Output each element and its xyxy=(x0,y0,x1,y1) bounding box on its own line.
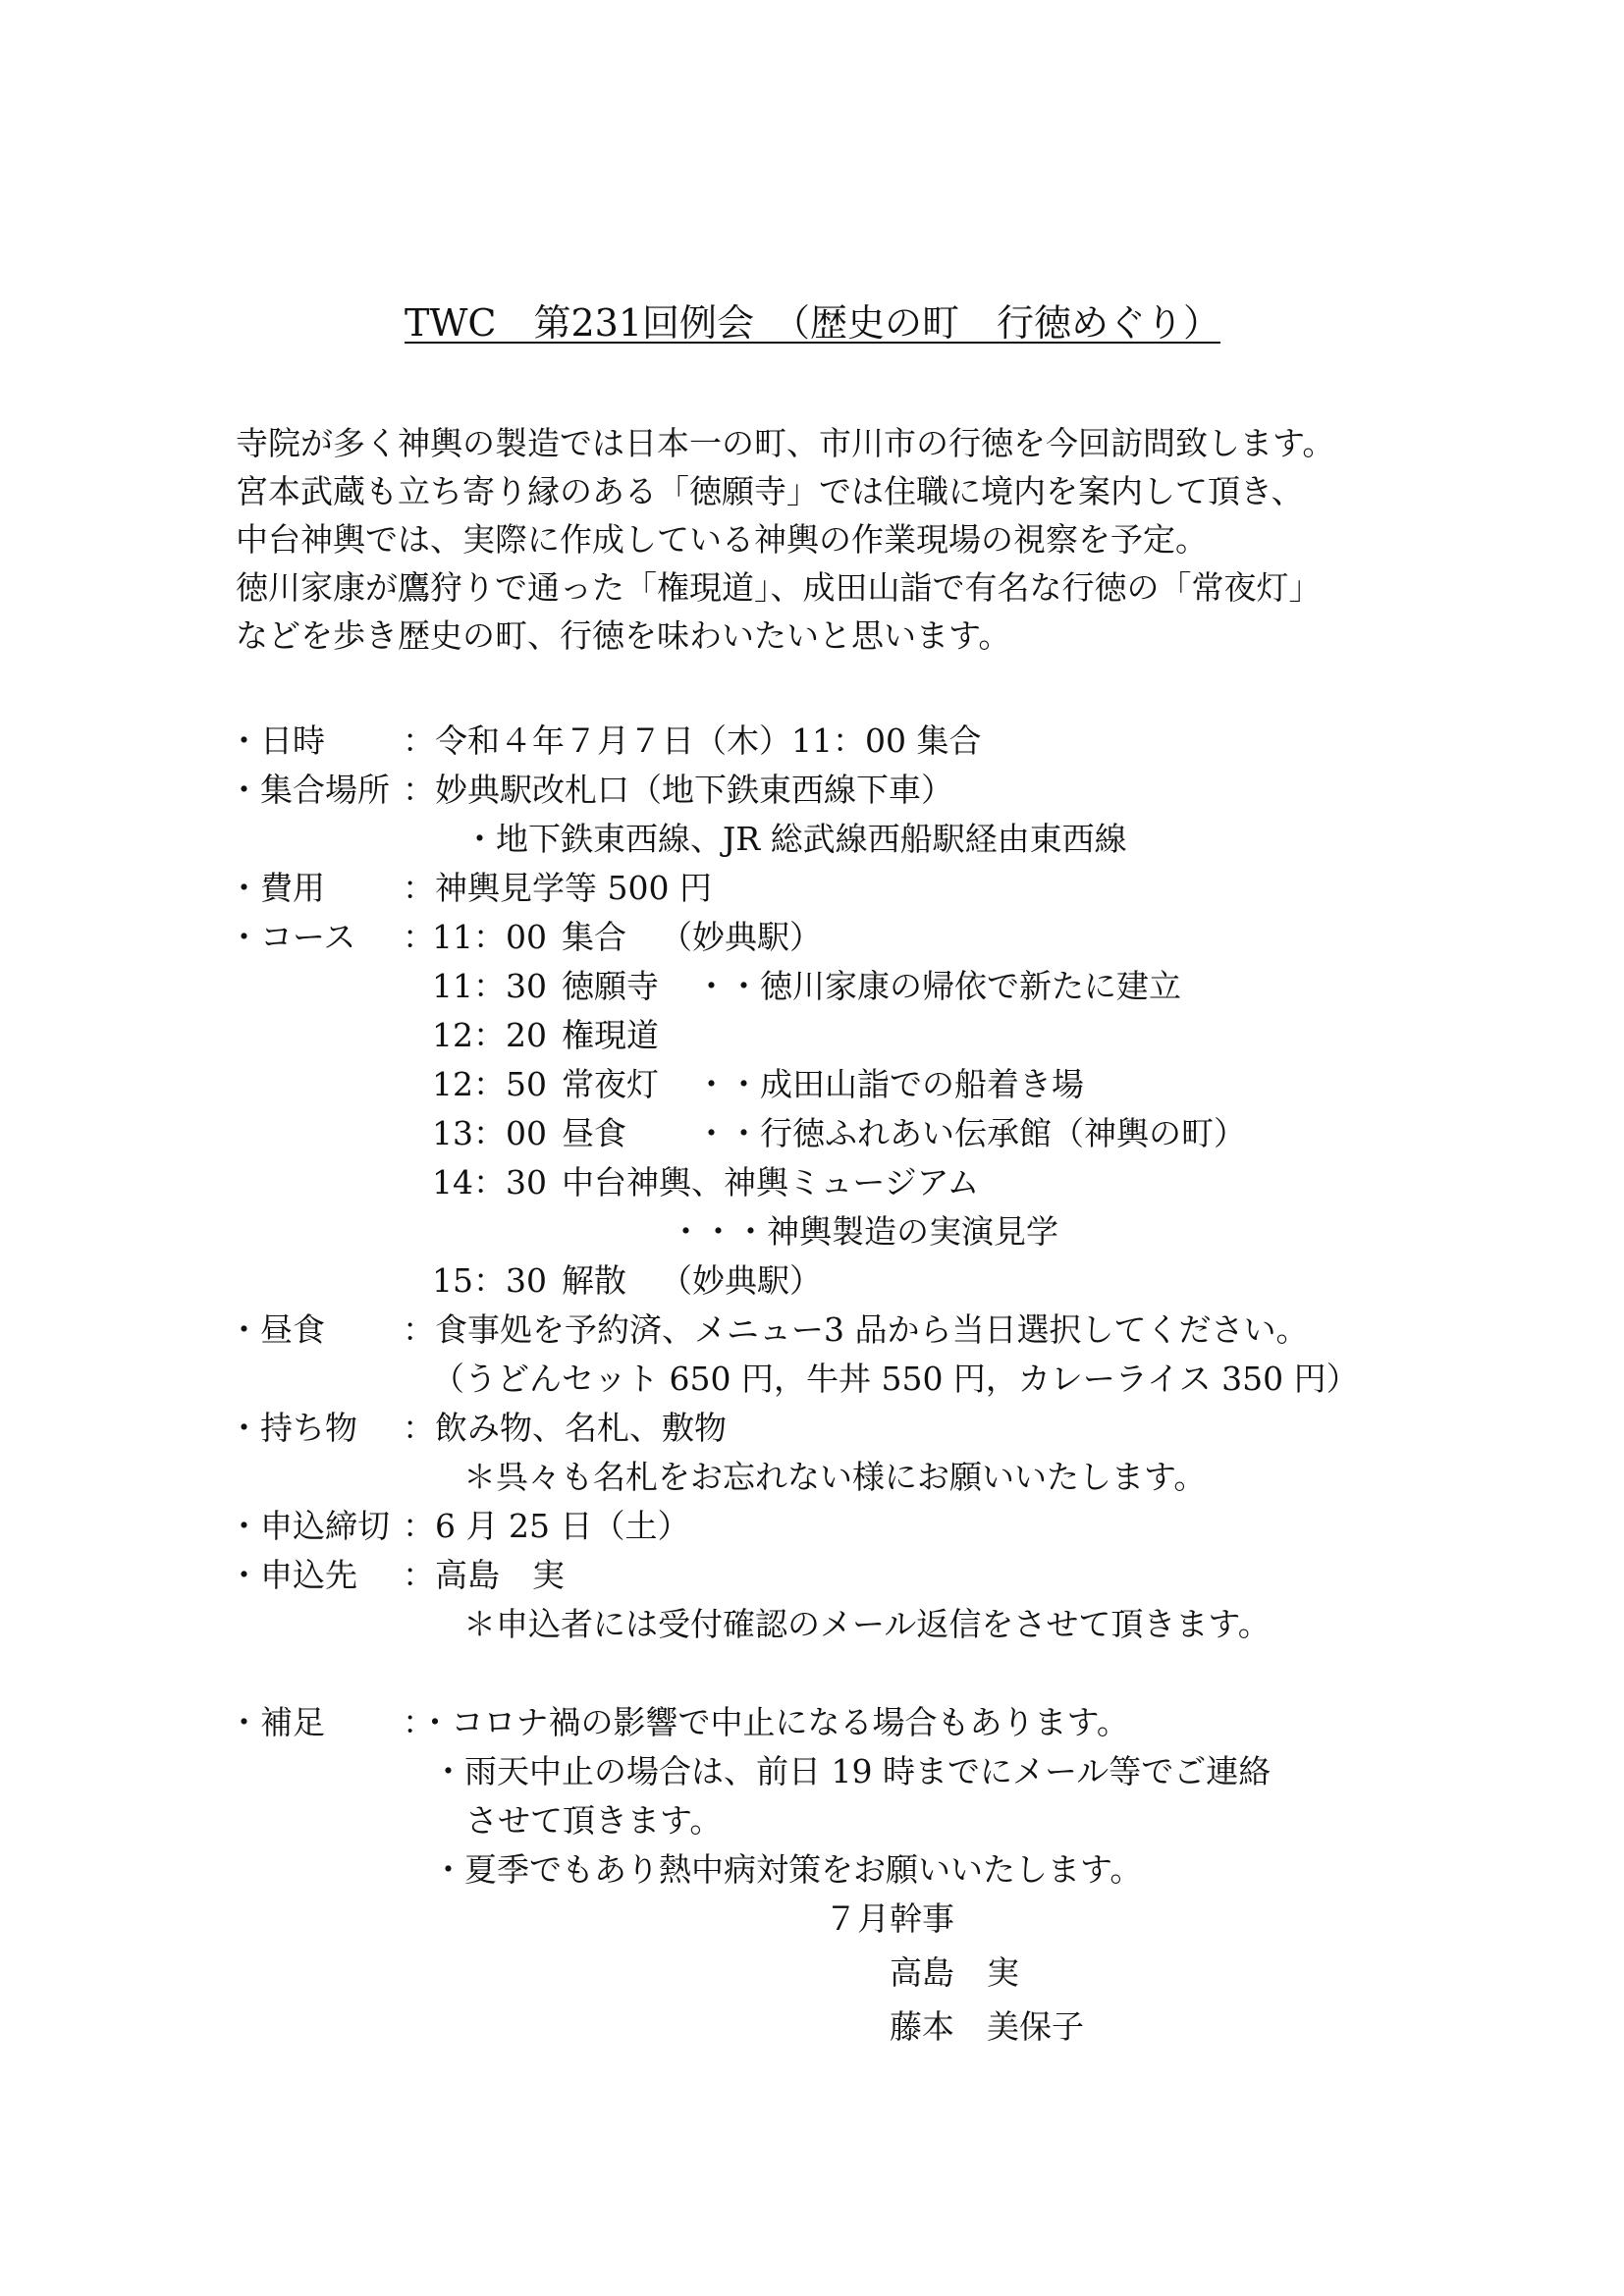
course-place: 権現道 xyxy=(562,1016,659,1054)
course-note: （妙典駅） xyxy=(660,1261,822,1300)
page-title: TWC 第231回例会 （歴史の町 行徳めぐり） xyxy=(405,301,1221,345)
course-time: 12：50 xyxy=(432,1065,547,1103)
meeting-label: ・集合場所 xyxy=(228,771,390,809)
course-time: 11：30 xyxy=(432,967,547,1005)
cost-value: ：神輿見学等 500 円 xyxy=(403,869,712,907)
course-place: 集合 xyxy=(562,918,626,956)
course-place: 解散 xyxy=(562,1261,626,1300)
belongings-note: ＊呉々も名札をお忘れない様にお願いいたします。 xyxy=(463,1458,1207,1496)
signature-name: 藤本 美保子 xyxy=(890,2007,1084,2046)
intro-line: 宮本武蔵も立ち寄り縁のある「徳願寺」では住職に境内を案内して頂き、 xyxy=(236,472,1304,510)
date-label: ・日時 xyxy=(228,721,325,760)
lunch-label: ・昼食 xyxy=(228,1310,325,1349)
course-time: 15：30 xyxy=(432,1261,547,1300)
course-note: ・・徳川家康の帰依で新たに建立 xyxy=(695,967,1181,1005)
course-place: 徳願寺 xyxy=(562,967,659,1005)
supplement-label: ・補足 xyxy=(228,1703,325,1741)
course-time: 14：30 xyxy=(432,1163,547,1201)
meeting-note: ・地下鉄東西線、JR 総武線西船駅経由東西線 xyxy=(463,820,1127,858)
contact-value: ：高島 実 xyxy=(403,1556,565,1594)
contact-label: ・申込先 xyxy=(228,1556,357,1594)
supplement-line: させて頂きます。 xyxy=(465,1801,723,1840)
course-note: （妙典駅） xyxy=(660,918,822,956)
course-time: 13：00 xyxy=(432,1114,547,1152)
course-note: ・・・神輿製造の実演見学 xyxy=(670,1212,1058,1251)
date-value: ：令和４年７月７日（木）11：00 集合 xyxy=(403,721,982,760)
supplement-line: ：・コロナ禍の影響で中止になる場合もあります。 xyxy=(403,1703,1129,1741)
cost-label: ・費用 xyxy=(228,869,325,907)
intro-line: 中台神輿では、実際に作成している神輿の作業現場の視察を予定。 xyxy=(236,520,1208,559)
intro-line: などを歩き歴史の町、行徳を味わいたいと思います。 xyxy=(236,616,1011,655)
deadline-label: ・申込締切 xyxy=(228,1507,390,1545)
course-time: 12：20 xyxy=(432,1016,547,1054)
signature-name: 高島 実 xyxy=(890,1953,1019,1992)
course-label: ・コース xyxy=(228,918,356,956)
deadline-value: ：6 月 25 日（土） xyxy=(403,1507,690,1545)
course-note: ・・成田山詣での船着き場 xyxy=(695,1065,1084,1103)
course-place: 中台神輿、神輿ミュージアム xyxy=(562,1163,980,1201)
intro-line: 寺院が多く神輿の製造では日本一の町、市川市の行徳を今回訪問致します。 xyxy=(236,424,1335,462)
signature-role: ７月幹事 xyxy=(825,1899,954,1938)
lunch-note: （うどんセット 650 円，牛丼 550 円，カレーライス 350 円） xyxy=(432,1360,1359,1398)
belongings-value: ：飲み物、名札、敷物 xyxy=(403,1409,727,1447)
course-place: 昼食 xyxy=(562,1114,626,1152)
course-place: 常夜灯 xyxy=(562,1065,659,1103)
belongings-label: ・持ち物 xyxy=(228,1409,357,1447)
contact-note: ＊申込者には受付確認のメール返信をさせて頂きます。 xyxy=(463,1605,1271,1643)
course-colon: ： xyxy=(403,918,435,956)
course-time: 11：00 xyxy=(432,918,547,956)
supplement-line: ・夏季でもあり熱中病対策をお願いいたします。 xyxy=(432,1850,1143,1889)
intro-line: 徳川家康が鷹狩りで通った「権現道」、成田山詣で有名な行徳の「常夜灯」 xyxy=(236,568,1322,607)
supplement-line: ・雨天中止の場合は、前日 19 時までにメール等でご連絡 xyxy=(432,1752,1272,1790)
lunch-value: ：食事処を予約済、メニュー3 品から当日選択してください。 xyxy=(403,1310,1309,1349)
course-note: ・・行徳ふれあい伝承館（神輿の町） xyxy=(695,1114,1246,1152)
meeting-value: ：妙典駅改札口（地下鉄東西線下車） xyxy=(403,771,953,809)
